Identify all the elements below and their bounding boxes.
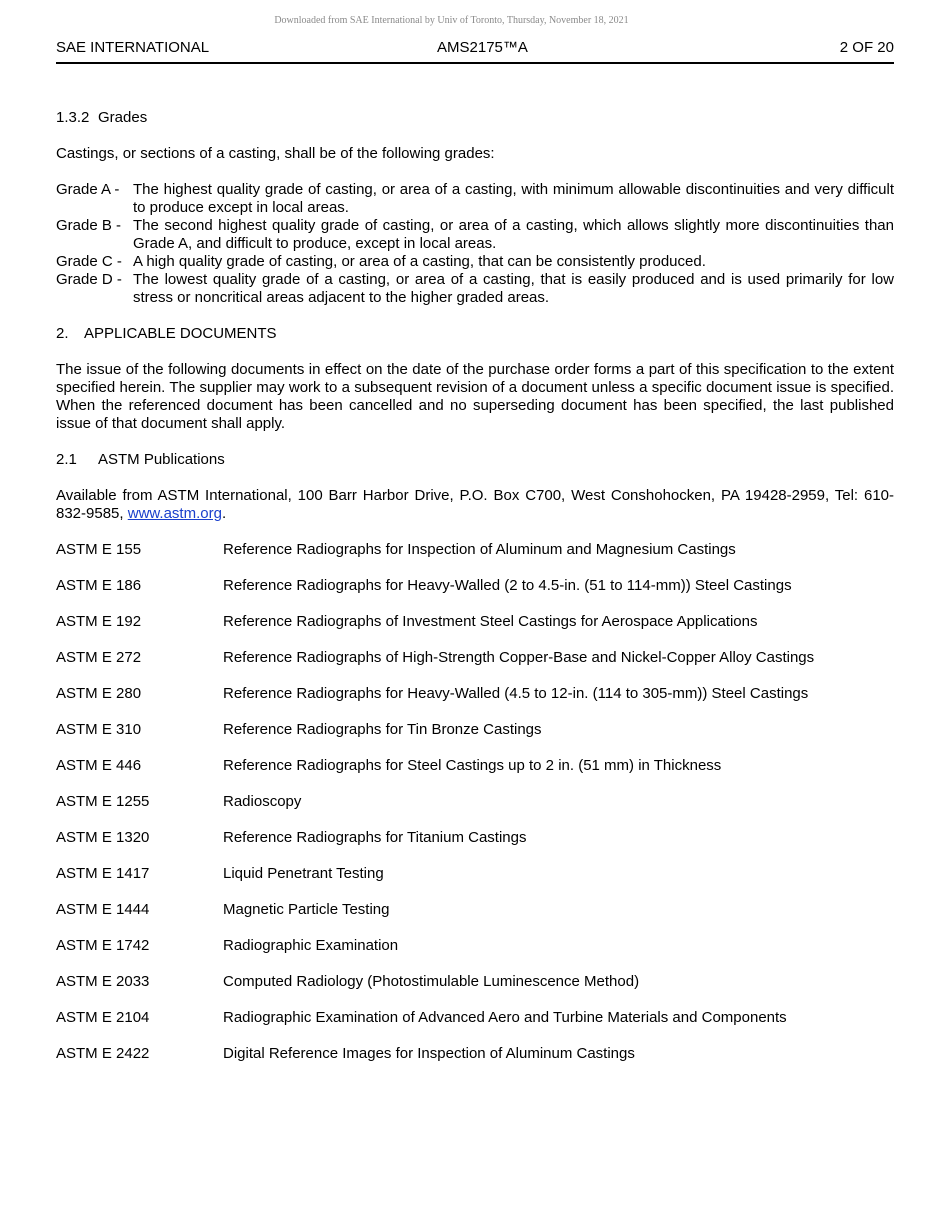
reference-code: ASTM E 192 — [56, 613, 142, 630]
reference-code: ASTM E 2422 — [56, 1045, 150, 1062]
section-2-1-heading — [56, 451, 894, 469]
reference-code: ASTM E 1417 — [56, 865, 150, 882]
reference-code: ASTM E 2033 — [56, 973, 150, 990]
reference-title: Reference Radiographs for Heavy-Walled (2 to 4.5-in. (51 to 114-mm)) Steel Castings — [223, 577, 792, 594]
reference-row — [56, 541, 894, 559]
page-content — [56, 109, 894, 1081]
reference-code: ASTM E 280 — [56, 685, 142, 702]
page-header — [56, 38, 894, 64]
reference-title: Radioscopy — [223, 793, 302, 810]
reference-code: ASTM E 446 — [56, 757, 142, 774]
reference-title: Reference Radiographs of Investment Steel Castings for Aerospace Applications — [223, 613, 758, 630]
reference-title: Reference Radiographs for Titanium Castings — [223, 829, 527, 846]
section-title: ASTM Publications — [98, 451, 225, 468]
reference-code: ASTM E 272 — [56, 649, 142, 666]
reference-title: Reference Radiographs of High-Strength Copper-Base and Nickel-Copper Alloy Castings — [223, 649, 815, 666]
grade-label: Grade B - — [56, 217, 122, 234]
grade-label: Grade A - — [56, 181, 120, 198]
reference-row — [56, 721, 894, 739]
header-page-number: 2 OF 20 — [839, 39, 894, 56]
reference-title: Reference Radiographs for Steel Castings up to 2 in. (51 mm) in Thickness — [223, 757, 722, 774]
astm-reference-list — [56, 541, 894, 1063]
reference-code: ASTM E 1255 — [56, 793, 150, 810]
astm-availability — [56, 487, 894, 523]
grades-list — [56, 181, 894, 307]
grade-text: The lowest quality grade of a casting, or area of a casting, that is easily produced and is used primarily for low stress or noncritical areas adjacent to the higher graded areas. — [133, 271, 894, 306]
astm-availability-end: . — [221, 505, 227, 522]
grade-text: The second highest quality grade of casting, or area of a casting, which allows slightly more discontinuities than Grade A, and difficult to produce, except in local areas. — [133, 217, 894, 252]
reference-code: ASTM E 310 — [56, 721, 142, 738]
reference-row — [56, 1045, 894, 1063]
reference-title: Radiographic Examination of Advanced Aero and Turbine Materials and Components — [223, 1009, 787, 1026]
reference-row — [56, 649, 894, 667]
astm-address: Available from ASTM International, 100 Barr Harbor Drive, P.O. Box C700, West Conshohocken, PA 19428-2959, Tel: 610-832-9585, — [56, 487, 894, 522]
reference-row — [56, 829, 894, 847]
reference-row — [56, 613, 894, 631]
header-organization: SAE INTERNATIONAL — [56, 39, 210, 56]
grade-text: The highest quality grade of casting, or area of a casting, with minimum allowable discontinuities and very difficult to produce except in local areas. — [133, 181, 894, 216]
section-1-3-2-heading — [56, 109, 894, 127]
section-title: Grades — [98, 109, 148, 126]
reference-row — [56, 577, 894, 595]
reference-title: Computed Radiology (Photostimulable Luminescence Method) — [223, 973, 640, 990]
reference-title: Digital Reference Images for Inspection of Aluminum Castings — [223, 1045, 635, 1062]
grade-text: A high quality grade of casting, or area of a casting, that can be consistently produced. — [133, 253, 706, 270]
reference-row — [56, 793, 894, 811]
grades-intro: Castings, or sections of a casting, shall be of the following grades: — [56, 145, 495, 162]
reference-title: Magnetic Particle Testing — [223, 901, 390, 918]
reference-row — [56, 973, 894, 991]
applicable-documents-text: The issue of the following documents in effect on the date of the purchase order forms a part of this specification to the extent specified herein. The supplier may work to a subsequent revision of a document unless a specific document issue is specified. When the referenced document has been cancelled and no superseding document has been specified, the last published issue of that document shall apply. — [56, 361, 894, 432]
reference-title: Reference Radiographs for Tin Bronze Castings — [223, 721, 542, 738]
astm-website-link[interactable]: www.astm.org — [127, 505, 222, 522]
section-title: APPLICABLE DOCUMENTS — [84, 325, 277, 342]
reference-code: ASTM E 1444 — [56, 901, 150, 918]
reference-row — [56, 901, 894, 919]
reference-title: Reference Radiographs for Inspection of Aluminum and Magnesium Castings — [223, 541, 736, 558]
reference-row — [56, 757, 894, 775]
reference-row — [56, 865, 894, 883]
reference-title: Radiographic Examination — [223, 937, 399, 954]
reference-title: Reference Radiographs for Heavy-Walled (4.5 to 12-in. (114 to 305-mm)) Steel Castings — [223, 685, 809, 702]
reference-code: ASTM E 186 — [56, 577, 142, 594]
grade-label: Grade C - — [56, 253, 122, 270]
grade-item — [56, 271, 894, 307]
section-number: 2. — [56, 325, 69, 342]
grade-item — [56, 181, 894, 217]
grade-item — [56, 253, 894, 271]
download-watermark: Downloaded from SAE International by Univ of Toronto, Thursday, November 18, 2021 — [274, 15, 629, 26]
section-number: 2.1 — [56, 451, 77, 468]
reference-code: ASTM E 1742 — [56, 937, 150, 954]
reference-row — [56, 937, 894, 955]
header-document-id: AMS2175™A — [437, 39, 528, 56]
reference-code: ASTM E 155 — [56, 541, 142, 558]
section-number: 1.3.2 — [56, 109, 90, 126]
section-2-heading — [56, 325, 894, 343]
reference-title: Liquid Penetrant Testing — [223, 865, 384, 882]
reference-row — [56, 685, 894, 703]
grade-label: Grade D - — [56, 271, 122, 288]
grade-item — [56, 217, 894, 253]
reference-code: ASTM E 2104 — [56, 1009, 150, 1026]
reference-code: ASTM E 1320 — [56, 829, 150, 846]
reference-row — [56, 1009, 894, 1027]
